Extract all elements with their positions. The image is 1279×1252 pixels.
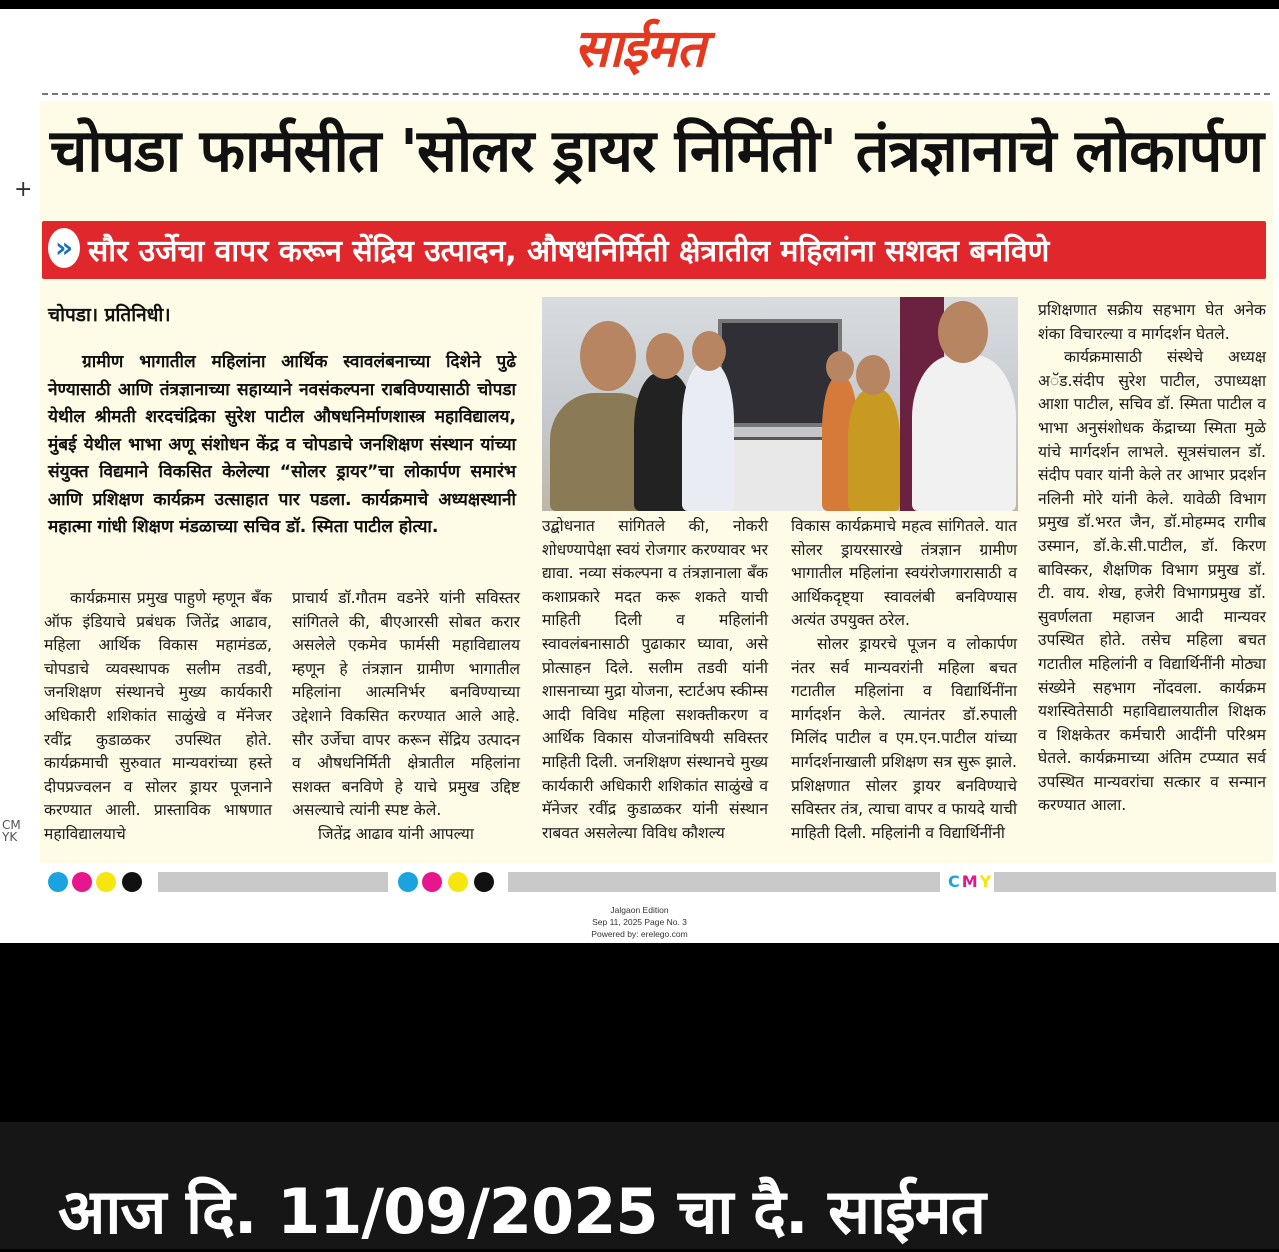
body-column-1 [44, 587, 272, 847]
magenta-dot [72, 872, 92, 892]
body-paragraph: कार्यक्रमासाठी संस्थेचे अध्यक्ष अॅड.संदीप सुरेश पाटील, उपाध्यक्षा आशा पाटील, सचिव डॉ. स्मिता पाटील व भाभा अनुसंशोधक केंद्राच्या स्मिता मुळे यांचे मार्गदर्शन लाभले. सूत्रसंचालन डॉ. संदीप पवार यांनी केले तर आभार प्रदर्शन नलिनी मोरे यांनी केले. यावेळी विभाग प्रमुख डॉ.भरत जैन, डॉ.मोहम्मद रागीब उस्मान, डॉ.के.सी.पाटील, डॉ. किरण बाविस्कर, शैक्षणिक विभाग प्रमुख डॉ. टी. वाय. शेख, हजेरी विभागप्रमुख डॉ. सुवर्णलता महाजन आदी मान्यवर उपस्थित होते. तसेच महिला बचत गटातील महिलांनी व विद्यार्थिनींनी मोठ्या संख्येने सहभाग नोंदवला. कार्यक्रम यशस्वितेसाठी महाविद्यालयातील शिक्षक व शिक्षकेतर कर्मचारी आदींनी परिश्रम घेतले. कार्यक्रमाच्या अंतिम टप्प्यात सर्व उपस्थित मान्यवरांचा सत्कार व सन्मान करण्यात आला. [1038, 348, 1266, 815]
body-paragraph: सोलर ड्रायरचे पूजन व लोकार्पण नंतर सर्व मान्यवरांनी महिला बचत गटातील महिलांना व विद्यार्थिनींना मार्गदर्शन केले. त्यानंतर डॉ.रुपाली मिलिंद पाटील व एम.एन.पाटील यांच्या मार्गदर्शनाखाली प्रशिक्षण सत्र सुरू झाले. प्रशिक्षणात सोलर ड्रायर बनविण्याचे सविस्तर तंत्र, त्याचा वापर व फायदे याची माहिती दिली. महिलांनी व विद्यार्थिनींनी [791, 634, 1017, 842]
gray-bar [994, 872, 1276, 892]
chevron-double-right-icon: » [48, 228, 80, 268]
person-figure [912, 355, 1016, 511]
edition-date-page: Sep 11, 2025 Page No. 3 [592, 917, 687, 927]
person-head [692, 331, 726, 371]
person-figure [682, 363, 734, 511]
cmyk-c: C [948, 872, 962, 891]
body-column-3 [542, 515, 768, 845]
body-paragraph: विकास कार्यक्रमाचे महत्व सांगितले. यात सोलर ड्रायरसारखे तंत्रज्ञान ग्रामीण भागातील महिलांना स्वयंरोजगारासाठी व आर्थिकदृष्ट्या स्वावलंबी बनविण्यास अत्यंत उपयुक्त ठरेल. [791, 517, 1017, 630]
person-head [646, 333, 684, 379]
registration-plus-icon: + [14, 177, 33, 202]
edition-footer [0, 904, 1279, 940]
cmyk-m: M [961, 872, 980, 891]
magenta-dot [422, 872, 442, 892]
body-column-2 [292, 587, 520, 847]
black-dot [122, 872, 142, 892]
body-paragraph: कार्यक्रमास प्रमुख पाहुणे म्हणून बँक ऑफ इंडियाचे प्रबंधक जितेंद्र आढाव, महिला आर्थिक विकास महामंडळ, चोपडाचे व्यवस्थापक सलीम तडवी, जनशिक्षण संस्थानचे मुख्य कार्यकारी अधिकारी शशिकांत साळुंखे व मॅनेजर रवींद्र कुडाळकर उपस्थित होते. कार्यक्रमाची सुरुवात मान्यवरांच्या हस्ते दीपप्रज्वलन व सोलर ड्रायर पूजनाने करण्यात आली. प्रास्ताविक भाषणात महाविद्यालयाचे [44, 589, 272, 843]
body-column-4 [791, 515, 1017, 845]
gray-bar [158, 872, 388, 892]
cmyk-side-mark [2, 819, 21, 843]
cyan-dot [398, 872, 418, 892]
subheadline-text: सौर उर्जेचा वापर करून सेंद्रिय उत्पादन, औषधनिर्मिती क्षेत्रातील महिलांना सशक्त बनविणे [88, 234, 1050, 269]
person-head [856, 355, 890, 395]
yellow-dot [448, 872, 468, 892]
masthead-divider [42, 93, 1270, 95]
powered-by: Powered by: erelego.com [591, 929, 688, 939]
print-color-bar [36, 872, 1276, 892]
event-photo [542, 297, 1018, 511]
cmyk-y: Y [979, 872, 994, 891]
black-dot [474, 872, 494, 892]
article [40, 101, 1273, 863]
person-figure [848, 389, 900, 511]
gray-bar [508, 872, 940, 892]
body-paragraph: प्रशिक्षणात सक्रीय सहभाग घेत अनेक शंका विचारल्या व मार्गदर्शन घेतले. [1038, 301, 1266, 343]
person-head [938, 301, 988, 363]
subheadline-banner [42, 221, 1266, 279]
newspaper-masthead: साईमत [574, 18, 705, 79]
body-paragraph: जितेंद्र आढाव यांनी आपल्या [318, 824, 474, 843]
person-head [580, 321, 636, 391]
cmyk-side-line: YK [2, 830, 18, 844]
yellow-dot [96, 872, 116, 892]
newspaper-clipping [0, 9, 1279, 943]
body-paragraph: प्राचार्य डॉ.गौतम वडनेरे यांनी सविस्तर सांगितले की, बीएआरसी सोबत करार असलेले एकमेव फार्मसी महाविद्यालय म्हणून हे तंत्रज्ञान ग्रामीण भागातील महिलांना आत्मनिर्भर बनविण्याच्या उद्देशाने विकसित करण्यात आले आहे. सौर उर्जेचा वापर करून सेंद्रिय उत्पादन व औषधनिर्मिती क्षेत्रातील महिलांना सशक्त बनविणे हे याचे प्रमुख उद्दिष्ट असल्याचे त्यांनी स्पष्ट केले. [292, 589, 520, 820]
lead-paragraph: ग्रामीण भागातील महिलांना आर्थिक स्वावलंबनाच्या दिशेने पुढे नेण्यासाठी आणि तंत्रज्ञानाच्या सहाय्याने नवसंकल्पना राबविण्यासाठी चोपडा येथील श्रीमती शरदचंद्रिका सुरेश पाटील औषधनिर्माणशास्त्र महाविद्यालय, मुंबई येथील भाभा अणू संशोधन केंद्र व चोपडाचे जनशिक्षण संस्थान यांच्या संयुक्त विद्यमाने विकसित केलेल्या “सोलर ड्रायर”चा लोकार्पण समारंभ आणि प्रशिक्षण कार्यक्रम उत्साहात पार पडला. कार्यक्रमाचे अध्यक्षस्थानी महात्मा गांधी शिक्षण मंडळाच्या सचिव डॉ. स्मिता पाटील होत्या. [48, 352, 516, 537]
top-black-strip [0, 0, 1279, 9]
edition-name: Jalgaon Edition [610, 905, 669, 915]
byline: चोपडा। प्रतिनिधी। [48, 304, 171, 326]
body-paragraph: उद्बोधनात सांगितले की, नोकरी शोधण्यापेक्षा स्वयं रोजगार करण्यावर भर द्यावा. नव्या संकल्पना व तंत्रज्ञानाला बँक कशाप्रकारे मदत करू शकते याची माहिती दिली व महिलांनी स्वावलंबनासाठी पुढाकार घ्यावा, असे प्रोत्साहन दिले. सलीम तडवी यांनी शासनाच्या मुद्रा योजना, स्टार्टअप स्कीम्स आदी विविध महिला सशक्तीकरण व आर्थिक विकास योजनांविषयी सविस्तर माहिती दिली. जनशिक्षण संस्थानचे मुख्य कार्यकारी अधिकारी शशिकांत साळुंखे व मॅनेजर रवींद्र कुडाळकर यांनी संस्थान राबवत असलेल्या विविध कौशल्य [542, 517, 768, 842]
article-headline: चोपडा फार्मसीत 'सोलर ड्रायर निर्मिती' तंत्रज्ञानाचे लोकार्पण [49, 116, 1264, 185]
caption-text: आज दि. 11/09/2025 चा दै. साईमत [58, 1175, 985, 1248]
cyan-dot [48, 872, 68, 892]
cmyk-side-line: CM [2, 818, 21, 832]
body-column-5 [1038, 299, 1266, 818]
person-head [826, 351, 854, 383]
